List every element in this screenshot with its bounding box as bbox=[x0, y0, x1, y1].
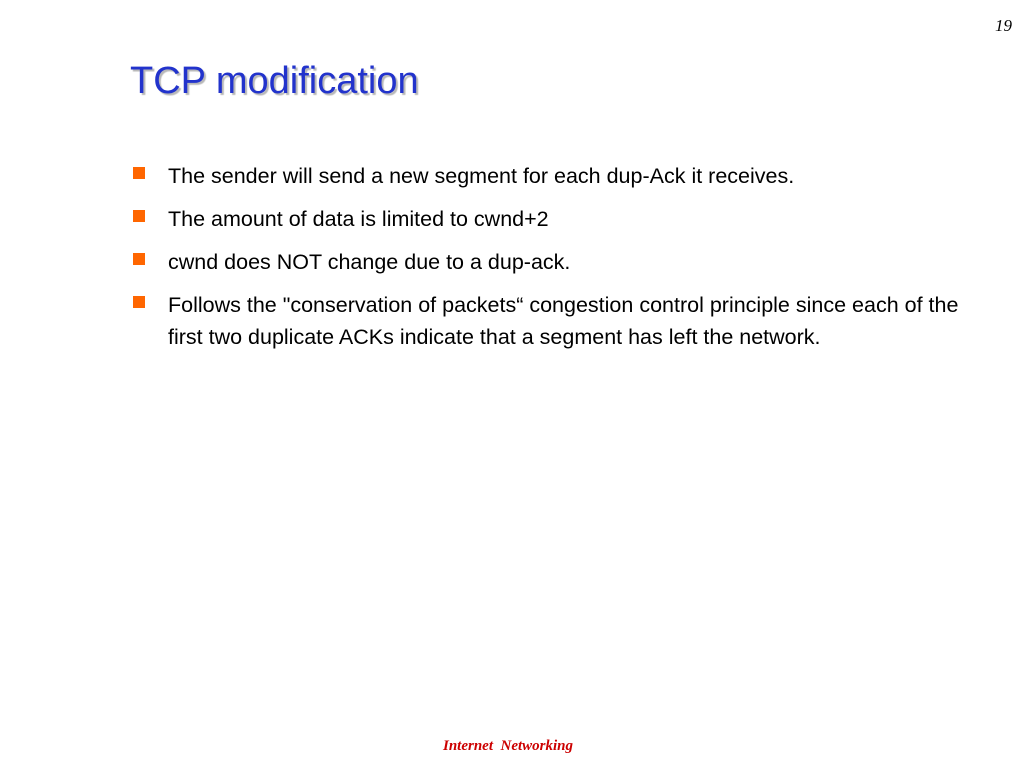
slide-footer: Internet Networking bbox=[442, 738, 574, 754]
bullet-item bbox=[130, 289, 980, 353]
orange-square-bullet-icon bbox=[133, 167, 145, 179]
bullet-text: cwnd does NOT change due to a dup-ack. bbox=[168, 250, 571, 274]
orange-square-bullet-icon bbox=[133, 210, 145, 222]
page-number: 19 bbox=[995, 16, 1012, 35]
bullet-item bbox=[130, 160, 980, 192]
bullet-text: The amount of data is limited to cwnd+2 bbox=[168, 207, 549, 231]
orange-square-bullet-icon bbox=[133, 296, 145, 308]
slide-title: TCP modification bbox=[130, 60, 419, 102]
bullet-text: Follows the "conservation of packets“ congestion control principle since each of the first two duplicate ACKs indicate that a segment has left the network. bbox=[168, 293, 959, 349]
bullet-item bbox=[130, 203, 980, 235]
bullet-list bbox=[130, 160, 980, 364]
bullet-item bbox=[130, 246, 980, 278]
bullet-text: The sender will send a new segment for each dup-Ack it receives. bbox=[168, 164, 795, 188]
orange-square-bullet-icon bbox=[133, 253, 145, 265]
